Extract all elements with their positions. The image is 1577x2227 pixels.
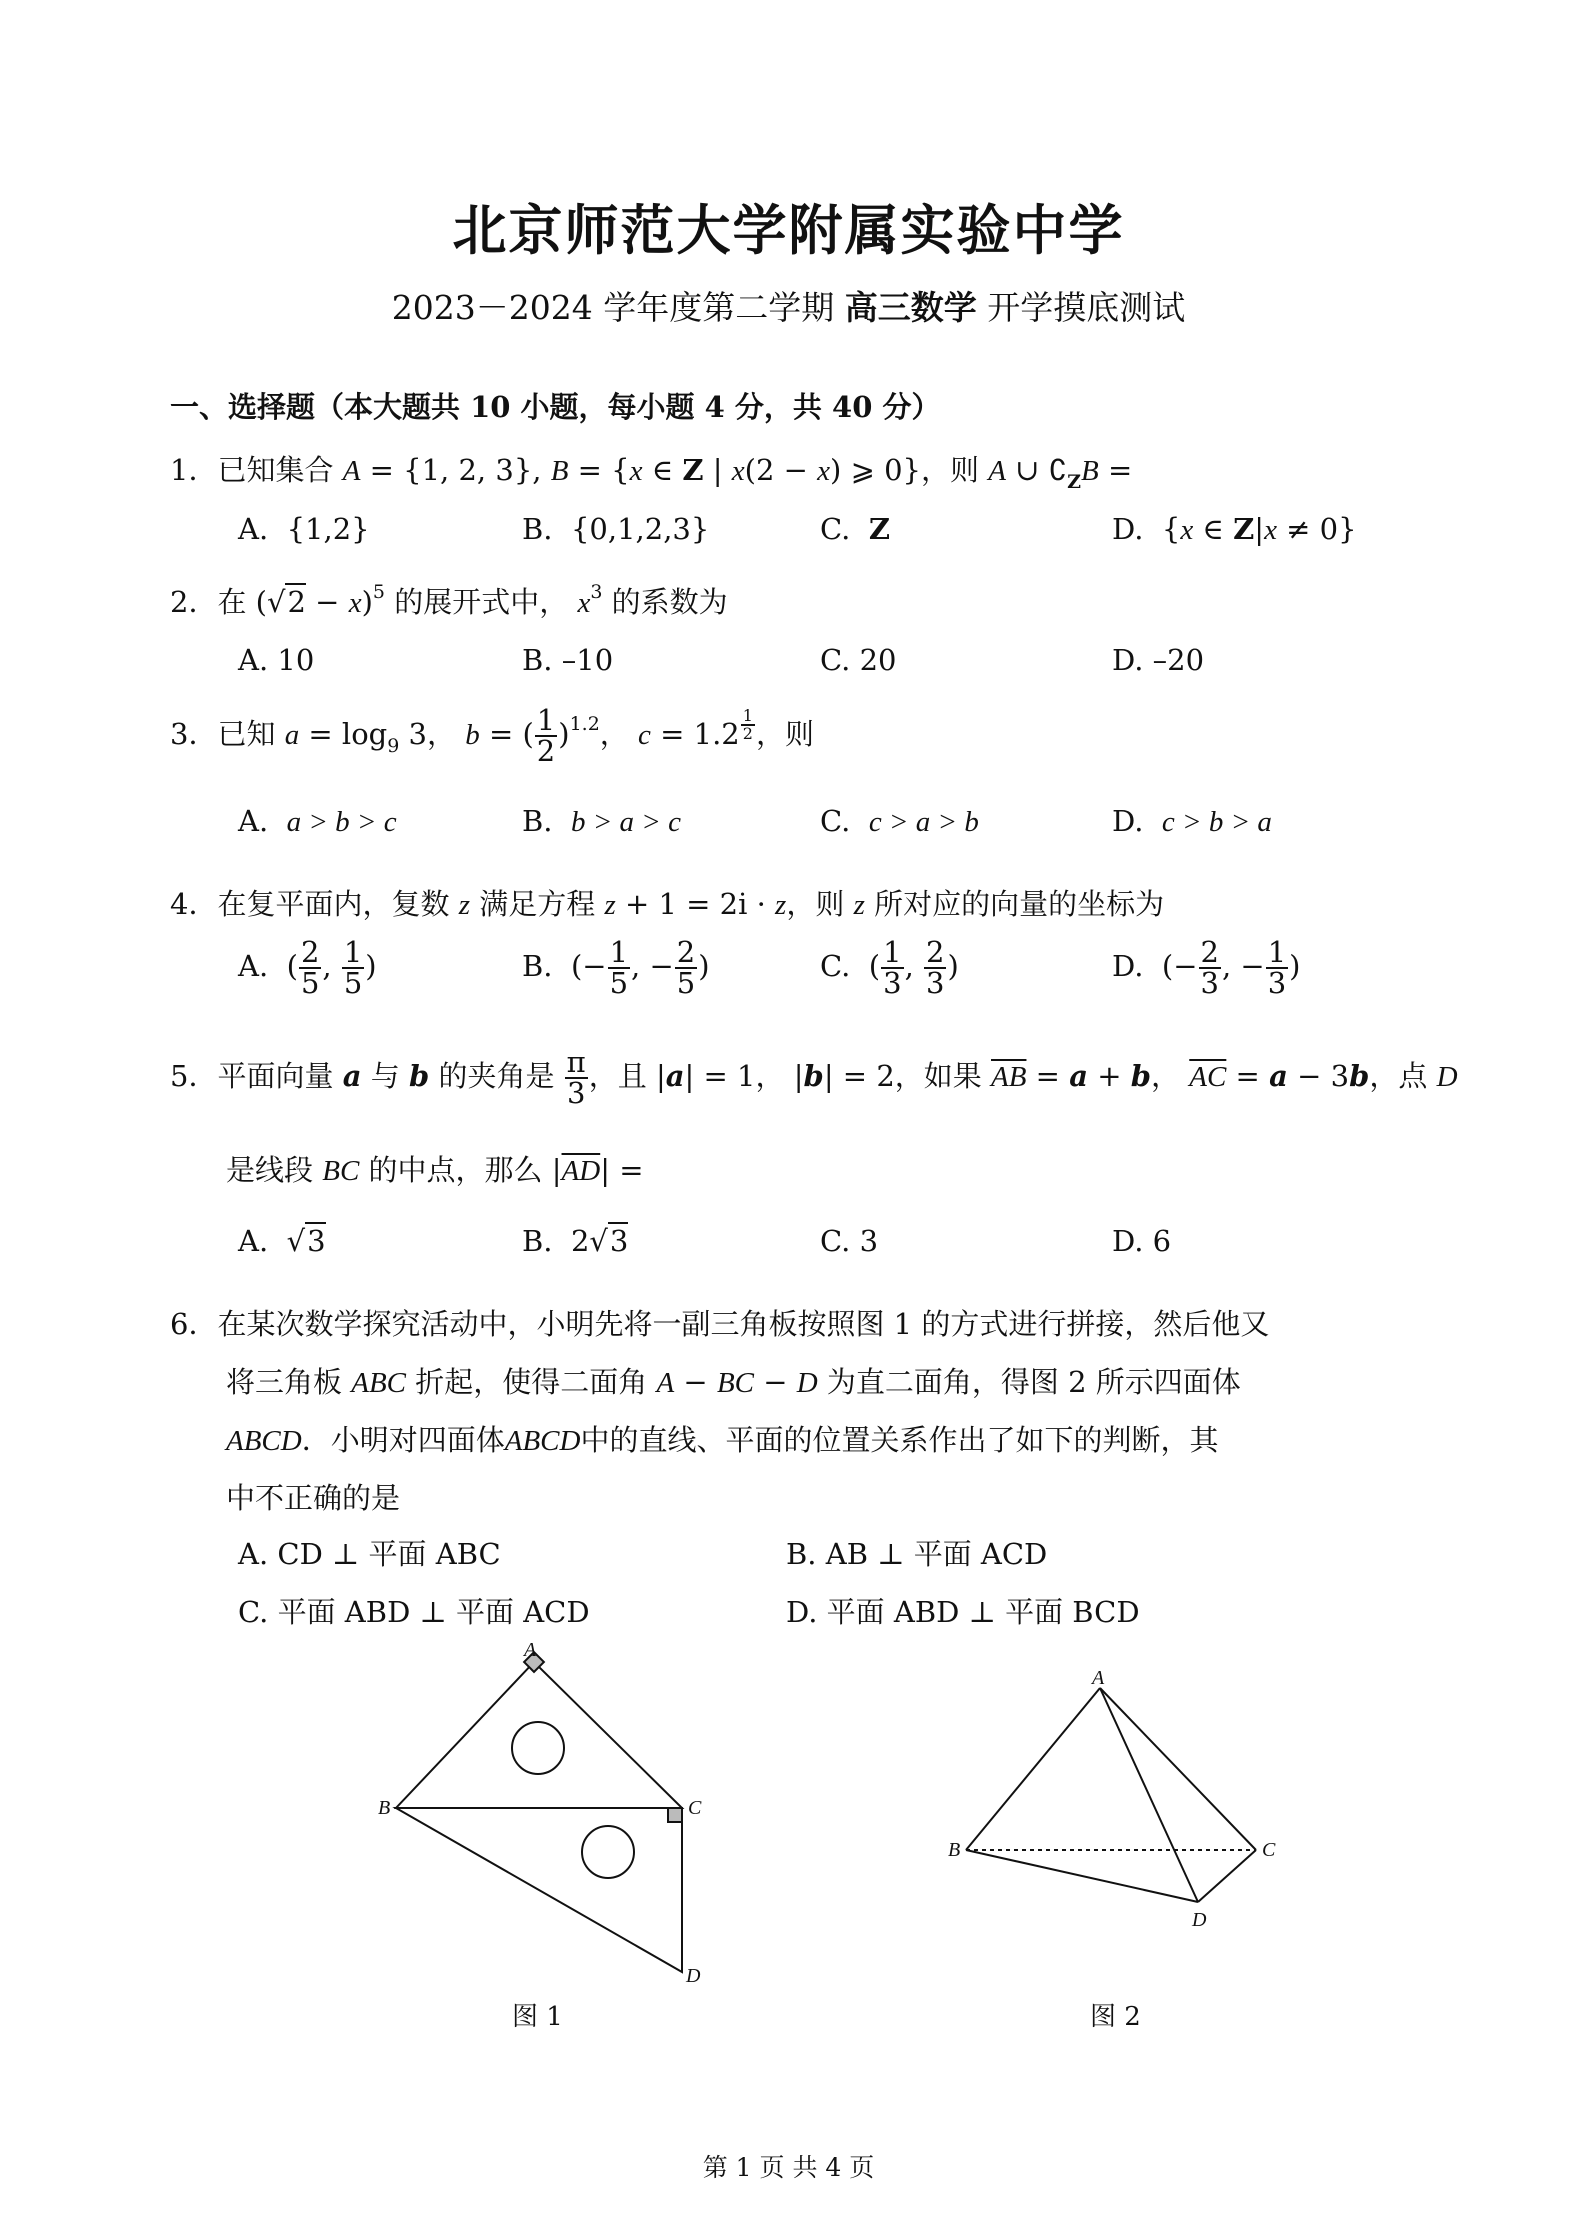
q4-option-c: C. ( $\frac{1}{3}$ , $\frac{2}{3}$ ) [820, 935, 959, 1000]
label-b: B [378, 1797, 391, 1819]
q6-option-d: D. 平面 ABD ⊥ 平面 BCD [786, 1595, 1140, 1629]
q5-option-d: D. 6 [1112, 1224, 1172, 1258]
question-1: 1．已知集合 A = {1, 2, 3}, B = {x ∈ Z | x(2 − x) ⩾ 0}，则 A ∪ $∁_ZB$ = [170, 453, 1133, 493]
question-text: 已知集合 [217, 453, 334, 487]
exam-subtitle [0, 282, 1577, 329]
q1-option-b: B. {0,1,2,3} [522, 512, 710, 546]
q4-option-a: A. ( $\frac{2}{5}$ , $\frac{1}{5}$ ) [238, 935, 377, 1000]
q6-option-c: C. 平面 ABD ⊥ 平面 ACD [238, 1595, 590, 1629]
question-number: 1． [170, 453, 218, 487]
q1-option-c: C. Z [820, 512, 890, 546]
question-5: 5．平面向量 a 与 b 的夹角是 $\frac{\pi}{3}$ ，且 |a| = 1， |b| = 2，如果 $\overline{AB} = a + b$， $\overline{AC} = a - 3b$，点 D [170, 1045, 1458, 1110]
q5-option-c: C. 3 [820, 1224, 879, 1258]
right-angle-marker-c [668, 1808, 682, 1822]
question-4: 4．在复平面内，复数 z 满足方程 z + 1 = 2i · z，则 z 所对应的向量的坐标为 [170, 887, 1165, 921]
school-title: 北京师范大学附属实验中学 [452, 198, 1125, 262]
question-3: 3．已知 $a = \log_9 3$， b = ( $\frac{1}{2}$ )$^{1.2}$， c = 1.2 $^{\frac{1}{2}}$ ，则 [170, 703, 814, 768]
question-text: ，则 [921, 453, 980, 487]
label-d: D [1192, 1909, 1207, 1930]
q1-option-a: A. {1,2} [238, 512, 370, 546]
q4-option-d: D. (− $\frac{2}{3}$ , − $\frac{1}{3}$ ) [1112, 935, 1301, 1000]
q3-option-c: C. c > a > b [820, 804, 979, 838]
q3-option-b: B. b > a > c [522, 804, 681, 838]
figure-1-caption: 图 1 [512, 2002, 563, 2032]
triangle-bcd [396, 1808, 682, 1972]
q2-option-d: D. –20 [1112, 643, 1205, 677]
subtitle-exam: 开学摸底测试 [987, 288, 1186, 327]
figure-1-triangle-boards [360, 1630, 720, 2000]
question-6-line4: 中不正确的是 [226, 1481, 401, 1515]
question-6: 6．在某次数学探究活动中，小明先将一副三角板按照图 1 的方式进行拼接，然后他又 [170, 1307, 1270, 1341]
q3-option-a: A. a > b > c [238, 804, 397, 838]
page-number: 第 1 页 共 4 页 [702, 2153, 875, 2182]
label-d: D [686, 1965, 701, 1987]
label-a: A [1092, 1670, 1105, 1689]
q5-option-a: A. √3 [238, 1224, 326, 1258]
q2-option-a: A. 10 [238, 643, 315, 677]
label-b: B [948, 1839, 961, 1861]
question-2: 2．在 $(√2 - x)^5$ 的展开式中， $x^3$ 的系数为 [170, 581, 728, 619]
q2-option-b: B. –10 [522, 643, 614, 677]
section-heading: 一、选择题（本大题共 10 小题，每小题 4 分，共 40 分） [170, 390, 941, 424]
label-c: C [688, 1797, 702, 1819]
subtitle-term: 2023－2024 学年度第二学期 [391, 288, 835, 327]
label-c: C [1262, 1839, 1276, 1861]
triangle-abc [396, 1662, 682, 1808]
figure-2-tetrahedron [940, 1670, 1300, 1930]
q2-option-c: C. 20 [820, 643, 897, 677]
q6-option-a: A. CD ⊥ 平面 ABC [238, 1537, 501, 1571]
question-6-line3: ABCD．小明对四面体ABCD中的直线、平面的位置关系作出了如下的判断，其 [226, 1423, 1219, 1457]
triangle-hole-upper [512, 1722, 564, 1774]
figure-2-caption: 图 2 [1090, 2002, 1141, 2032]
q3-option-d: D. c > b > a [1112, 804, 1272, 838]
triangle-hole-lower [582, 1826, 634, 1878]
q5-option-b: B. 2√3 [522, 1224, 629, 1258]
label-a: A [524, 1639, 537, 1661]
question-6-line2: 将三角板 ABC 折起，使得二面角 A − BC − D 为直二面角，得图 2 所示四面体 [226, 1365, 1241, 1399]
q6-option-b: B. AB ⊥ 平面 ACD [786, 1537, 1048, 1571]
subtitle-subject: 高三数学 [844, 288, 977, 327]
q4-option-b: B. (− $\frac{1}{5}$ , − $\frac{2}{5}$ ) [522, 935, 710, 1000]
q1-option-d: D. {x ∈ Z|x ≠ 0} [1112, 512, 1357, 546]
question-5-line2: 是线段 BC 的中点，那么 $|\overline{AD}|$ = [226, 1153, 644, 1187]
